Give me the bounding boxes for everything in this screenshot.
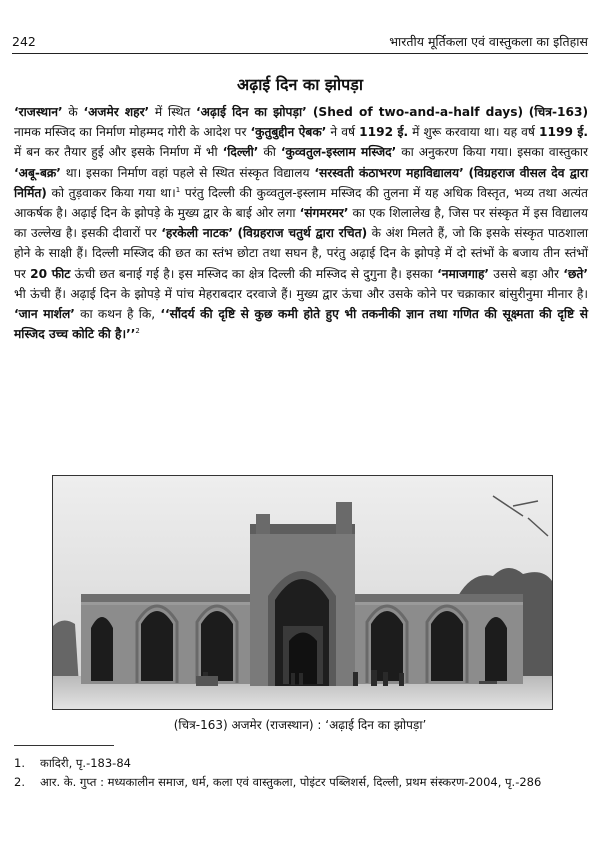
highlighted-text: ‘अबू-बक्र’: [14, 165, 61, 180]
highlighted-text: ‘नमाजगाह’: [437, 266, 490, 281]
mosque-photograph: [52, 475, 553, 710]
text-run: की: [258, 145, 281, 160]
footnote-divider: [14, 745, 114, 746]
text-run: में शुरू करवाया था। यह वर्ष: [408, 125, 540, 140]
text-run: का एक शिलालेख है, जिस पर संस्कृत में इस विद्यालय का उल्लेख है। इसकी दीवारों पर: [14, 206, 588, 241]
highlighted-text: ‘सरस्वती कंठाभरण महाविद्यालय’: [314, 165, 464, 180]
highlighted-text: ‘छते’: [563, 266, 588, 281]
highlighted-text: ‘अढ़ाई दिन का झोपड़ा’ (Shed of two-and-a-half days): [196, 105, 524, 119]
text-run: का अनुकरण किया गया। इसका वास्तुकार: [396, 145, 588, 160]
highlighted-text: ‘जान मार्शल’: [14, 307, 75, 322]
text-run: ऊंची छत बनाई गई है। इस मस्जिद का क्षेत्र दिल्ली की मस्जिद से दुगुना है। इसका: [70, 266, 438, 281]
highlighted-text: (चित्र-163): [528, 105, 589, 119]
highlighted-text: ‘दिल्ली’: [222, 145, 259, 160]
body-paragraph: [14, 102, 588, 344]
text-run: था। इसका निर्माण वहां पहले से स्थित संस्कृत विद्यालय: [60, 165, 315, 180]
paragraph-text: [14, 102, 588, 344]
footnote-number: 2.: [14, 775, 25, 789]
text-run: के: [62, 105, 84, 119]
footnote-marker: 1: [175, 185, 181, 194]
text-run: को तुड़वाकर किया गया था।: [46, 185, 176, 200]
highlighted-text: 1192 ई.: [359, 125, 409, 140]
footnote-text: कादिरी, पृ.-183-84: [40, 756, 131, 770]
mosque-photo-image: [53, 476, 552, 709]
footnote-item: [14, 773, 590, 792]
footnote-number: 1.: [14, 756, 25, 770]
text-run: उससे बड़ा और: [489, 266, 564, 281]
footnotes: [14, 754, 590, 792]
highlighted-text: ‘संगमरमर’: [299, 206, 349, 221]
running-header: [12, 33, 588, 54]
footnote-item: [14, 754, 590, 773]
text-run: में स्थित: [149, 105, 197, 119]
footnote-marker: 2: [135, 327, 140, 336]
highlighted-text: 20 फीट: [30, 266, 71, 281]
highlighted-text: ‘हरकेली नाटक’: [161, 226, 233, 241]
text-run: के अंश मिलते हैं, जो कि इसके संस्कृत पाठशाला होने के साक्षी हैं। दिल्ली मस्जिद की छत का स्तंभ छोटा तथा सघन है, परंतु अढ़ाई दिन के झोपड़े में दो स्तंभों के बजाय तीन स्तंभों पर: [14, 226, 589, 281]
highlighted-text: ‘कुव्वतुल-इस्लाम मस्जिद’: [280, 145, 397, 160]
highlighted-text: (विग्रहराज वीसल देव द्वारा निर्मित): [14, 165, 588, 200]
highlighted-text: 1199 ई.: [539, 125, 588, 140]
text-run: में बन कर तैयार हुई और इसके निर्माण में भी: [14, 145, 223, 160]
highlighted-text: ‘‘सौंदर्य की दृष्टि से कुछ कमी होते हुए भी तकनीकी ज्ञान तथा गणित की सूक्ष्मता की दृष्टि से मस्जिद उच्च कोटि की है।’’: [14, 307, 588, 342]
figure-caption: (चित्र-163) अजमेर (राजस्थान) : ‘अढ़ाई दिन का झोपड़ा’: [173, 718, 427, 732]
highlighted-text: ‘राजस्थान’: [14, 105, 63, 119]
highlighted-text: ‘अजमेर शहर’: [83, 105, 150, 119]
highlighted-text: ‘कुतुबुद्दीन ऐबक’: [250, 125, 327, 140]
section-title: अढ़ाई दिन का झोपड़ा: [237, 75, 363, 94]
text-run: का कथन है कि,: [74, 307, 161, 322]
page-number: 242: [12, 34, 36, 49]
highlighted-text: (विग्रहराज चतुर्थ द्वारा रचित): [237, 226, 368, 241]
text-run: नामक मस्जिद का निर्माण मोहम्मद गोरी के आदेश पर: [14, 125, 251, 140]
book-title: भारतीय मूर्तिकला एवं वास्तुकला का इतिहास: [389, 34, 588, 49]
text-run: भी ऊंची हैं। अढ़ाई दिन के झोपड़े में पांच मेहराबदार दरवाजे हैं। मुख्य द्वार ऊंचा और उसके कोने पर चक्राकार बांसुरीनुमा मीनार है।: [14, 286, 588, 301]
text-run: परंतु दिल्ली की कुव्वतुल-इस्लाम मस्जिद की तुलना में यह अधिक विस्तृत, भव्य तथा अत्यंत आकर्षक है। अढ़ाई दिन के झोपड़े के मुख्य द्वार के बाई ओर लगा: [14, 185, 588, 221]
text-run: ने वर्ष: [326, 125, 360, 140]
footnote-text: आर. के. गुप्त : मध्यकालीन समाज, धर्म, कला एवं वास्तुकला, पोइंटर पब्लिशर्स, दिल्ली, प्रथम संस्करण-2004, पृ.-286: [40, 775, 542, 789]
